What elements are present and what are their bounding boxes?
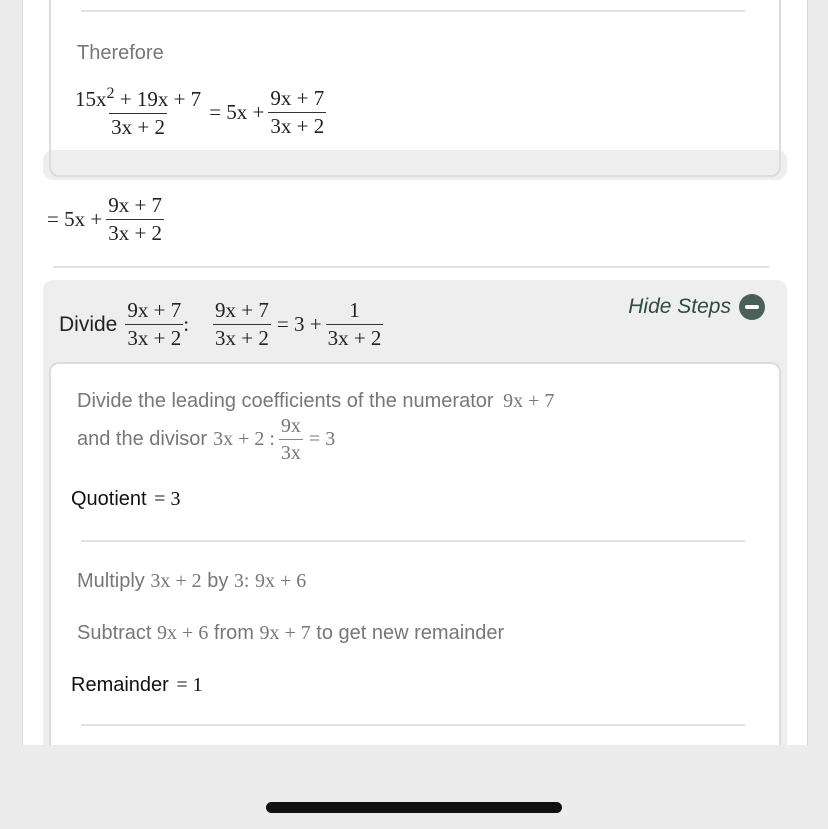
leading-coeff-line1: Divide the leading coefficients of the numerator 9x + 7 xyxy=(77,390,555,412)
leading-coeff-line2: and the divisor 3x + 2 : $\frac{9x}{3x}$ = 3 xyxy=(77,415,336,464)
divider xyxy=(81,724,745,726)
remainder-line: Remainder = 1 xyxy=(71,674,203,696)
divider xyxy=(53,266,769,268)
quotient-line: Quotient = 3 xyxy=(71,488,181,510)
hide-steps-button[interactable] xyxy=(628,294,765,320)
hide-steps-label: Hide Steps xyxy=(628,295,731,318)
result-equation: = 5x + $\frac{9x + 7}{3x + 2}$ xyxy=(47,193,163,245)
divide-label: Divide xyxy=(59,312,118,336)
result-fraction: $\frac{9x + 7}{3x + 2}$ xyxy=(108,193,163,245)
step-card-divide-details xyxy=(49,362,781,745)
coeff-fraction: $\frac{9x}{3x}$ xyxy=(280,415,301,464)
solution-screen xyxy=(22,0,808,745)
divider xyxy=(81,540,745,542)
divide-step-header: Divide $\frac{9x + 7}{3x + 2}$ : $\frac{9x + 7}{3x + 2}$ = 3 + $\frac{1}{3x + 2}$ xyxy=(59,298,382,350)
subtract-line: Subtract 9x + 6 from 9x + 7 to get new remainder xyxy=(77,622,505,644)
step-card-therefore-mask xyxy=(49,0,781,177)
lhs-fraction: $\frac{15x^2 + 19x + 7}{3x + 2}$ xyxy=(75,85,202,139)
divide-lhs-fraction: $\frac{9x + 7}{3x + 2}$ xyxy=(215,298,269,350)
therefore-equation: $\frac{15x^2 + 19x + 7}{3x + 2}$ = 5x + $\frac{9x + 7}{3x + 2}$ xyxy=(75,85,325,139)
minus-circle-icon xyxy=(739,294,765,320)
divide-fraction: $\frac{9x + 7}{3x + 2}$ xyxy=(127,298,182,350)
home-indicator[interactable] xyxy=(266,802,562,813)
therefore-text: Therefore xyxy=(77,42,164,64)
multiply-line: Multiply 3x + 2 by 3: 9x + 6 xyxy=(77,570,307,592)
rhs-fraction: $\frac{9x + 7}{3x + 2}$ xyxy=(270,85,325,138)
divide-rhs-fraction: $\frac{1}{3x + 2}$ xyxy=(327,298,382,350)
